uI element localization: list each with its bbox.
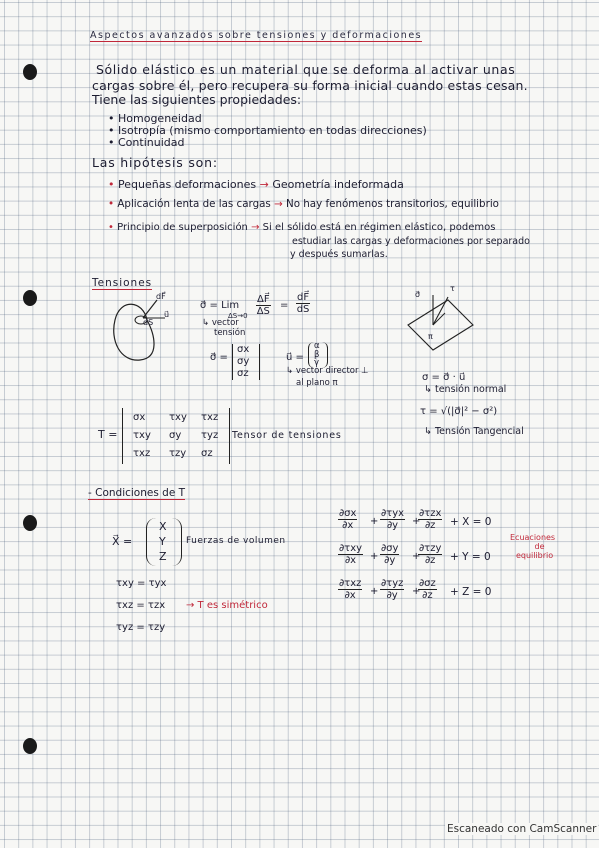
plane-tau-label: τ: [450, 284, 455, 293]
tensor-cell: σz: [201, 448, 213, 459]
hypothesis-consequence: Si el sólido está en régimen elástico, podemos: [262, 222, 496, 233]
intro-line-3: Tiene las siguientes propiedades:: [92, 92, 302, 107]
hypothesis-item: • Aplicación lenta de las cargas → No hay fenómenos transitorios, equilibrio: [108, 198, 499, 210]
derivative-denominator: ∂z: [424, 520, 436, 531]
body-force-vector: [146, 518, 182, 566]
vector-component: σy: [237, 356, 250, 367]
u-vector-note: ↳ vector director ⊥: [286, 366, 369, 376]
symmetry-eq: τyz = τzy: [116, 622, 166, 633]
intro-line-1: Sólido elástico es un material que se deforma al activar unas: [96, 62, 516, 77]
tensor-label: Tensor de tensiones: [232, 430, 342, 441]
stress-tensor-matrix: [122, 408, 230, 464]
vector-component: β: [314, 350, 320, 360]
property-text: Continuidad: [118, 136, 185, 149]
hypothesis-item: • Pequeñas deformaciones → Geometría indeformada: [108, 178, 404, 191]
binder-hole: [23, 64, 37, 80]
equation-tail: + Z = 0: [450, 586, 492, 598]
deriv-fraction: [296, 292, 310, 315]
solid-body-diagram: [105, 290, 175, 370]
partial-derivative-term: [338, 543, 363, 566]
u-vector-note: al plano π: [296, 378, 338, 388]
conditions-heading: - Condiciones de T: [88, 487, 186, 499]
derivative-numerator: ∂σz: [419, 578, 436, 589]
plus-sign: +: [412, 586, 421, 597]
tensor-cell: τxz: [201, 412, 219, 423]
partial-derivative-term: [380, 578, 404, 601]
derivative-denominator: ∂y: [386, 520, 399, 531]
hypothesis-consequence: No hay fenómenos transitorios, equilibrio: [286, 198, 499, 210]
page-title: Aspectos avanzados sobre tensiones y deformaciones: [90, 30, 423, 41]
u-label: u⃗: [164, 310, 170, 319]
tensiones-heading: Tensiones: [92, 277, 153, 289]
u-vector-lhs: u⃗ =: [286, 352, 304, 363]
partial-derivative-term: [380, 543, 399, 566]
vector-component: σx: [237, 344, 250, 355]
binder-hole: [23, 738, 37, 754]
hypothesis-continuation: y después sumarlas.: [290, 249, 388, 260]
tangential-stress-eq: τ = √(|σ⃗|² − σ²): [420, 406, 498, 417]
property-text: Isotropía (mismo comportamiento en todas direcciones): [118, 124, 427, 137]
intro-line-2: cargas sobre él, pero recupera su forma inicial cuando estas cesan.: [92, 78, 528, 93]
derivative-denominator: ∂z: [424, 555, 436, 566]
scanner-watermark: Escaneado con CamScanner: [447, 823, 597, 835]
partial-derivative-term: [338, 508, 357, 531]
equation-tail: + Y = 0: [450, 551, 491, 563]
vector-component: γ: [314, 358, 320, 368]
derivative-denominator: ∂z: [422, 590, 433, 601]
hypothesis-continuation: estudiar las cargas y deformaciones por separado: [292, 236, 530, 247]
partial-derivative-term: [380, 508, 405, 531]
symmetry-eq: τxz = τzx: [116, 600, 166, 611]
plus-sign: +: [412, 551, 421, 562]
vector-component: σz: [237, 368, 249, 379]
body-force-label: Fuerzas de volumen: [186, 536, 286, 546]
arrow-icon: →: [259, 178, 269, 191]
tensor-cell: τzy: [169, 448, 187, 459]
hypothesis-consequence: Geometría indeformada: [272, 178, 404, 191]
symmetry-eq: τxy = τyx: [116, 578, 167, 589]
derivative-denominator: ∂x: [344, 555, 357, 566]
derivative-numerator: ∂τyz: [381, 578, 404, 589]
derivative-denominator: ∂x: [342, 520, 354, 531]
derivative-numerator: ∂τxy: [339, 543, 363, 554]
fraction-denominator: dS: [296, 304, 310, 315]
tangential-stress-note: ↳ Tensión Tangencial: [424, 426, 524, 437]
normal-stress-note: ↳ tensión normal: [424, 384, 507, 395]
equilibrium-label-line: equilibrio: [515, 551, 554, 560]
fraction-numerator: dF⃗: [297, 292, 310, 303]
arrow-icon: →: [274, 198, 283, 210]
vector-component: α: [314, 341, 320, 351]
symmetry-note: → T es simétrico: [186, 600, 268, 611]
partial-derivative-term: [338, 578, 362, 601]
derivative-denominator: ∂y: [384, 555, 396, 566]
plane-pi-label: π: [428, 332, 433, 341]
normal-stress-eq: σ = σ⃗ · u⃗: [422, 372, 466, 383]
property-item: • Homogeneidad: [108, 112, 202, 125]
hypothesis-text: Principio de superposición: [117, 222, 248, 233]
plus-sign: +: [370, 516, 379, 527]
binder-hole: [23, 515, 37, 531]
property-item: • Isotropía (mismo comportamiento en todas direcciones): [108, 124, 427, 137]
derivative-numerator: ∂σy: [381, 543, 399, 554]
vector-component: Z: [159, 550, 167, 563]
plus-sign: +: [412, 516, 421, 527]
partial-derivative-term: [418, 578, 437, 601]
hypothesis-text: Aplicación lenta de las cargas: [117, 198, 271, 210]
tensor-cell: τxz: [133, 448, 151, 459]
tensor-cell: τxy: [169, 412, 187, 423]
vector-note: ↳ vector: [202, 318, 239, 328]
property-item: • Continuidad: [108, 136, 185, 149]
property-text: Homogeneidad: [118, 112, 202, 125]
hypothesis-text: Pequeñas deformaciones: [118, 178, 257, 191]
vector-note: tensión: [214, 328, 246, 338]
partial-derivative-term: [418, 508, 442, 531]
tensor-cell: τxy: [133, 430, 151, 441]
sigma-vector-lhs: σ⃗ =: [210, 352, 228, 363]
limit-subscript: ΔS→0: [228, 312, 248, 320]
sigma-limit: σ⃗ = Lim: [200, 300, 240, 311]
derivative-denominator: ∂x: [344, 590, 356, 601]
sigma-vector-bracket: [232, 344, 260, 380]
equation-tail: + X = 0: [450, 516, 492, 528]
tensor-lhs: T =: [98, 428, 118, 441]
tensor-cell: σx: [133, 412, 146, 423]
hypothesis-item: • Principio de superposición → Si el sólido está en régimen elástico, podemos: [108, 222, 496, 233]
tensor-cell: τyz: [201, 430, 219, 441]
equilibrium-label: [510, 533, 555, 560]
plane-sigma-label: σ⃗: [415, 290, 421, 299]
arrow-icon: →: [251, 222, 260, 233]
fraction-numerator: ΔF⃗: [257, 294, 270, 305]
u-vector-bracket: [308, 342, 328, 368]
derivative-numerator: ∂τxz: [339, 578, 362, 589]
binder-hole: [23, 290, 37, 306]
derivative-numerator: ∂τzy: [419, 543, 442, 554]
plus-sign: +: [370, 551, 379, 562]
derivative-numerator: ∂τyx: [381, 508, 405, 519]
hypotheses-heading: Las hipótesis son:: [92, 155, 218, 170]
equilibrium-label-line: de: [534, 542, 545, 551]
body-force-lhs: X⃗ =: [112, 535, 133, 548]
delta-fraction: [256, 294, 271, 317]
equals-sign: =: [280, 300, 289, 311]
vector-component: X: [159, 520, 167, 533]
derivative-numerator: ∂σx: [339, 508, 357, 519]
fraction-denominator: ΔS: [256, 306, 270, 317]
derivative-denominator: ∂y: [386, 590, 398, 601]
ds-label: dS: [143, 318, 154, 327]
derivative-numerator: ∂τzx: [419, 508, 442, 519]
vector-component: Y: [159, 535, 166, 548]
equilibrium-label-line: Ecuaciones: [510, 533, 556, 542]
partial-derivative-term: [418, 543, 442, 566]
tensor-cell: σy: [169, 430, 182, 441]
df-label: dF⃗: [156, 292, 166, 301]
plus-sign: +: [370, 586, 379, 597]
